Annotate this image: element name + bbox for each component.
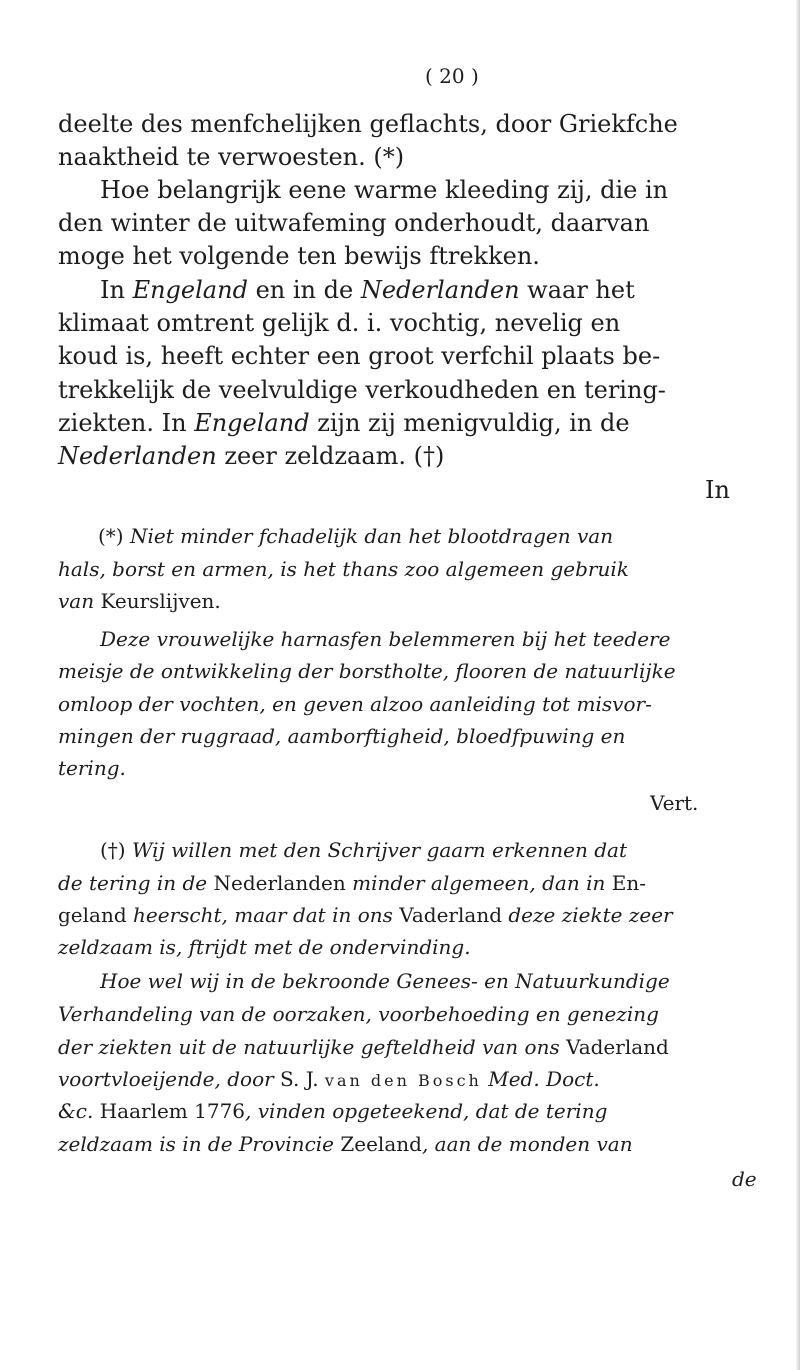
footnote-star-line-6: omloop der vochten, en geven alzoo aanleiding tot misvor- (58, 692, 652, 716)
footnote-dagger-line-1: (†) Wij willen met den Schrijver gaarn erkennen dat (100, 838, 627, 862)
main-line-10: ziekten. In Engeland zijn zij menigvuldig, in de (58, 409, 630, 437)
footnote-dagger-line-10: zeldzaam is in de Provincie Zeeland, aan de monden van (58, 1132, 633, 1156)
main-line-3: Hoe belangrijk eene warme kleeding zij, die in (100, 176, 669, 204)
footnote-star-line-2: hals, borst en armen, is het thans zoo algemeen gebruik (58, 557, 629, 581)
main-line-4: den winter de uitwafeming onderhoudt, daarvan (58, 209, 650, 237)
footnote-star-line-1: (*) Niet minder fchadelijk dan het blootdragen van (98, 524, 614, 548)
footnote-dagger-line-7: der ziekten uit de natuurlijke gefteldheid van ons Vaderland (58, 1035, 669, 1059)
main-line-7: klimaat omtrent gelijk d. i. vochtig, nevelig en (58, 309, 621, 337)
footnote-star-signature: Vert. (650, 791, 699, 815)
footnote-dagger-line-6: Verhandeling van de oorzaken, voorbehoeding en genezing (58, 1002, 659, 1026)
footnote-dagger-line-5: Hoe wel wij in de bekroonde Genees- en Natuurkundige (100, 969, 670, 993)
main-line-5: moge het volgende ten bewijs ftrekken. (58, 242, 540, 270)
footnote-catchword: de (732, 1167, 757, 1191)
main-line-8: koud is, heeft echter een groot verfchil plaats be- (58, 342, 661, 370)
main-line-9: trekkelijk de veelvuldige verkoudheden en tering- (58, 376, 666, 404)
footnote-dagger-line-8: voortvloeijende, door S. J. van den Bosch Med. Doct. (58, 1067, 600, 1091)
footnote-star-line-3: van Keurslijven. (58, 589, 221, 613)
footnote-dagger-line-4: zeldzaam is, ftrijdt met de ondervinding. (58, 935, 471, 959)
footnote-dagger-line-3: geland heerscht, maar dat in ons Vaderland deze ziekte zeer (58, 903, 673, 927)
footnote-star-line-4: Deze vrouwelijke harnasfen belemmeren bij het teedere (100, 627, 671, 651)
catchword: In (705, 476, 730, 504)
footnote-star-line-5: meisje de ontwikkeling der borstholte, flooren de natuurlijke (58, 659, 676, 683)
footnote-dagger-line-2: de tering in de Nederlanden minder algemeen, dan in En- (58, 871, 646, 895)
footnote-star-line-8: tering. (58, 756, 126, 780)
main-line-11: Nederlanden zeer zeldzaam. (†) (58, 442, 445, 470)
main-line-1: deelte des menfchelijken geflachts, door Griekfche (58, 110, 678, 138)
footnote-dagger-line-9: &c. Haarlem 1776, vinden opgeteekend, dat de tering (58, 1099, 608, 1123)
main-line-2: naaktheid te verwoesten. (*) (58, 143, 405, 171)
page-number: ( 20 ) (425, 64, 479, 88)
footnote-star-line-7: mingen der ruggraad, aamborftigheid, bloedfpuwing en (58, 724, 626, 748)
main-line-6: In Engeland en in de Nederlanden waar het (100, 276, 635, 304)
